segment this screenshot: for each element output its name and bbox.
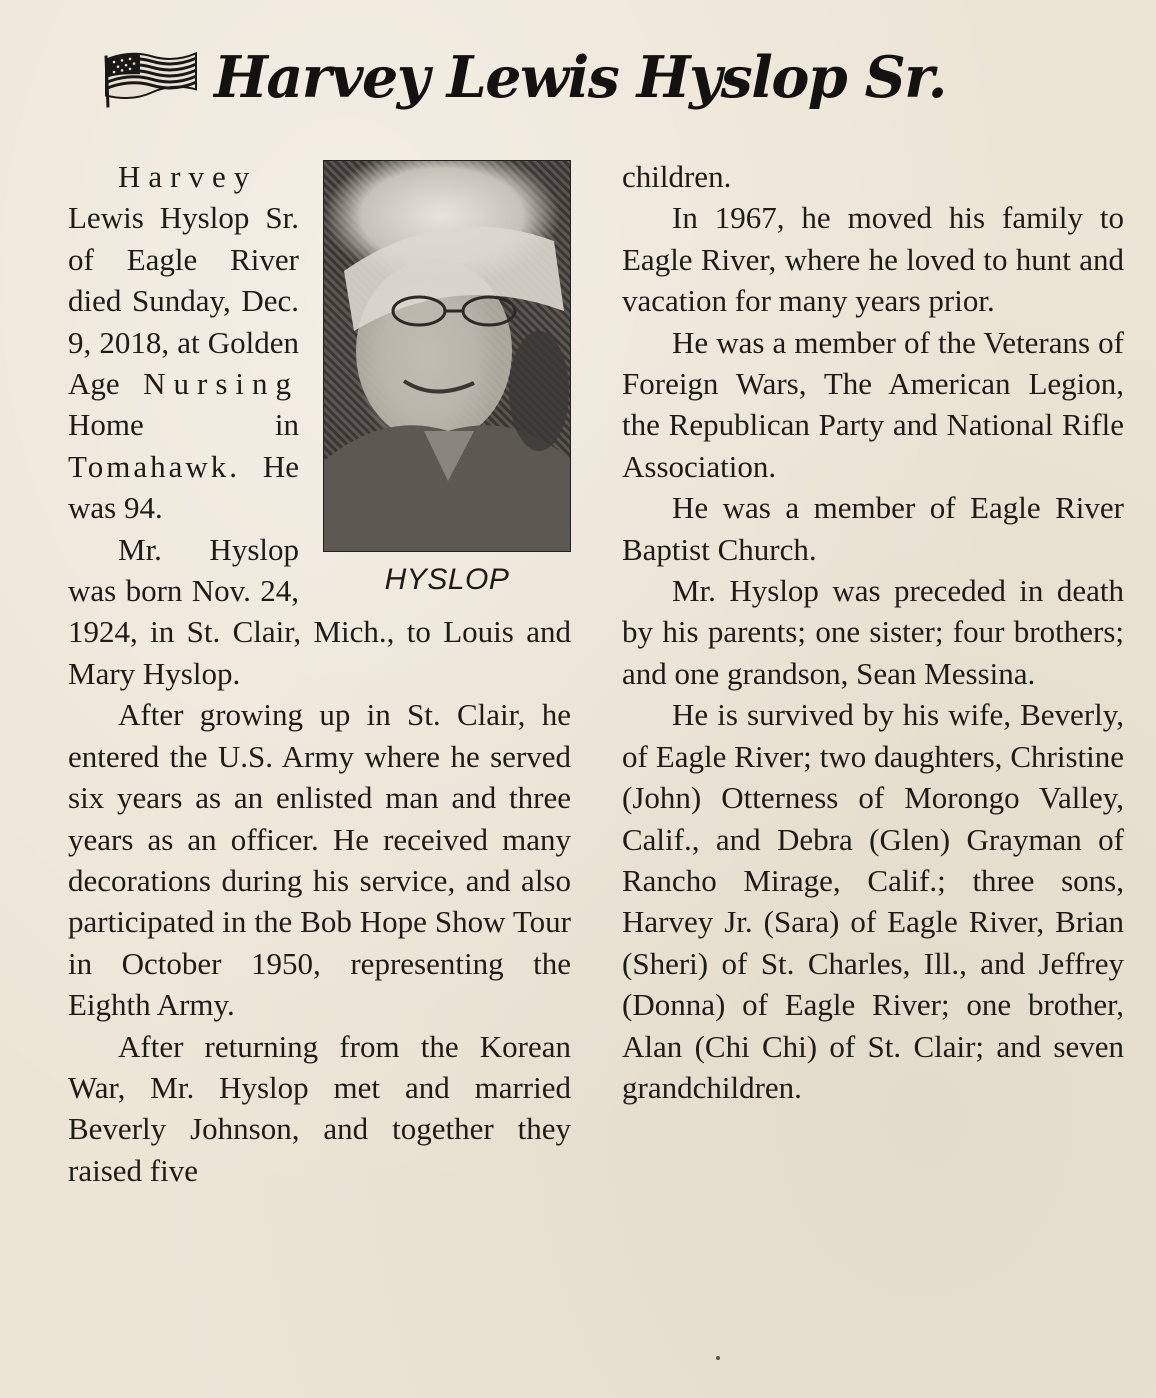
paragraph-birth: Mr. Hyslop was born Nov. 24, 1924, in St. Clair, Mich., to Louis and Mary Hyslop. xyxy=(68,531,571,691)
paragraph-survivors: He is survived by his wife, Beverly, of Eagle River; two daughters, Christine (John) Otterness of Morongo Valley, Calif., and Debra (Glen) Grayman of Rancho Mirage, Calif.; three sons, Harvey Jr. (Sara) of Eagle River, Brian (Sheri) of St. Charles, Ill., and Jeffrey (Donna) of Eagle River; one brother, Alan (Chi Chi) of St. Clair; and seven grandchildren. xyxy=(622,697,1124,1105)
paragraph-preceded: Mr. Hyslop was preceded in death by his parents; one sister; four brothers; and one grandson, Sean Messina. xyxy=(622,573,1124,691)
right-column xyxy=(622,156,1124,1108)
portrait-photo xyxy=(323,160,571,552)
paragraph-military-service: After growing up in St. Clair, he entered the U.S. Army where he served six years as an enlisted man and three years as an officer. He received many decorations during his service, and also participated in the Bob Hope Show Tour in October 1950, representing the Eighth Army. xyxy=(68,697,571,1023)
paragraph-church: He was a member of Eagle River Baptist Church. xyxy=(622,490,1124,567)
headline xyxy=(100,32,946,122)
obituary-title: Harvey Lewis Hyslop Sr. xyxy=(214,43,946,111)
photo-block xyxy=(309,160,571,596)
american-flag-icon xyxy=(100,46,200,108)
paragraph-move: In 1967, he moved his family to Eagle River, where he loved to hunt and vacation for many years prior. xyxy=(622,200,1124,319)
photo-caption: HYSLOP xyxy=(384,563,510,596)
paragraph-memberships: He was a member of the Veterans of Foreign Wars, The American Legion, the Republican Party and National Rifle Association. xyxy=(622,324,1124,484)
paragraph-marriage: After returning from the Korean War, Mr. Hyslop met and married Beverly Johnson, and together they raised five xyxy=(68,1028,571,1188)
paragraph-marriage-continued: children. xyxy=(622,159,732,194)
left-column xyxy=(68,156,571,1191)
print-speck xyxy=(716,1356,720,1360)
paragraph-death-notice: Harvey Lewis Hyslop Sr. of Eagle River died Sunday, Dec. 9, 2018, at Golden Age Nursing Home in Tomahawk. He was 94. xyxy=(68,159,299,526)
